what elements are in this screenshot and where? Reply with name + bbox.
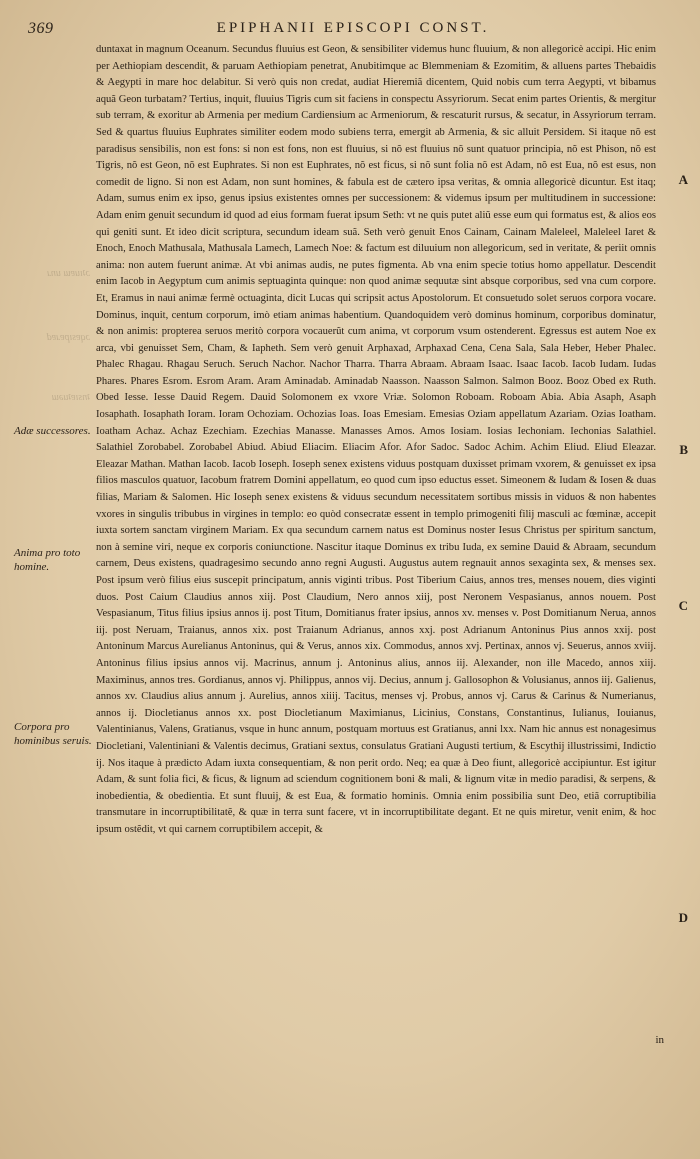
main-text-block	[96, 42, 656, 1072]
catchword: in	[655, 1034, 664, 1046]
page-header	[28, 20, 678, 42]
bleed-through-text: ɔʇıuɐɯ unɹ	[46, 268, 90, 279]
section-letter-a: A	[678, 172, 688, 187]
page-number: 369	[28, 20, 54, 37]
section-letter-d: D	[678, 910, 688, 925]
margin-note-anima-pro-toto-homine: Anima pro toto homine.	[14, 547, 81, 573]
bleed-through-text: ʇnsıɐʇuǝɯ	[51, 392, 90, 403]
section-letter-b: B	[679, 442, 688, 457]
body-paragraph: duntaxat in magnum Oceanum. Secundus fluuius est Geon, & sensibiliter videmus hunc fluuium, & non allegoricè accipi. Hic enim per Aethiopiam descendit, & paruam Aethiopiam penetrat, Anubitimque ac Blemmeniam & Ezomitim, & alluens partes Thebaidis & Aegypti in mare hoc delabitur. Si verò quis non credat, audiat Hieremiã dicentem, Quid nobis cum terra Aegypti, vt bibamus aquã Geon turbatam? Tertius, inquit, fluuius Tigris cum sit faciens in conspectu Assyriorum. Secat enim partes Orientis, & mergitur sub terram, & exoritur ab Armenia per medium Cardiensium ac Armeniorum, & rescaturit rursus, & secatur, in Assyriorum terram. Sed & quartus fluuius Euphrates similiter eodem modo subiens terra, emergit ab Armenia, & sic alluit Persidem. Si itaque nõ est paradisus sensibilis, non est fons: si non est fons, non est fluuius, si nõ est fluuius nõ sunt quatuor principia, nõ est Phison, nõ est Tigris, nõ est Geon, nõ est Euphrates. Si non est Euphrates, nõ est ficus, si nõ sunt folia nõ est Adam, nõ est Eua, nõ est esus, non comedit de ligno. Si non est Adam, non sunt homines, & fabula est de cætero ipsa veritas, & omnia allegoricè dicuntur. Est itaq; Adam, sumus enim ex ipso, genus ipsius existentes omnes per successionem: & videmus ipsum per multitudinem in successione: Adam enim genuit secundum id quod ad eius formam fuerat ipsum Seth: vt ne quis putet aliũ esse eum qui formatus est, & alios eos qui geniti sunt. Et ideo dicit scriptura, secundum ideam suã. Seth verò genuit Enos Cainam, Cainam Maleleel, Maleleel Iaret & Enoch, Enoch Mathusala, Mathusala Lamech, Lamech Noe: & factum est diluuium non allegoricum, sed in veritate, & periit omnis anima: non autem fuerunt animæ. At vbi animas audis, ne putes figmenta. Ab vna enim specie totius homo appellatur. Descendit enim Iacob in Aegyptum cum animis septuaginta quinque: non quod animæ sequutæ sint absque corporibus, sed vna cum corpore. Et, Eramus in naui animæ fermè octuaginta, dicit Lucas qui scripsit actus Apostolorum. Et consuetudo solet seruos corpora vocare. Dominus, inquit, centum corporum, imò etiam animas habentium. Quandoquidem verò dominus hominum, corporibus dominatur, & non animis: propterea seruos meritò corpora vocauerũt cum anima, vt corporum vsum ostenderent. Egressus est autem Noe ex arca, vbi genuisset Sem, Cham, & Iapheth. Sem verò genuit Arphaxad, Arphaxad Cena, Cena Sala, Sala Heber, Heber Phalec. Phalec Rhagau. Rhagau Seruch. Seruch Nachor. Nachor Tharra. Tharra Abraam. Abraam Isaac. Isaac Iacob. Iacob Iudam. Iudas Phares. Phares Esrom. Esrom Aram. Aram Aminadab. Aminadab Naasson. Naasson Salmon. Salmon Booz. Booz Obed ex Ruth. Obed Iesse. Iesse Dauid Regem. Dauid Solomonem ex vxore Vriæ. Solomon Roboam. Roboam Abia. Abia Asaph, Asaph Iosaphath. Iosaphath Ioram. Ioram Ochoziam. Ochozias Ioas. Ioas Emesiam. Emesias Oziam appellatum Azariam. Ozias Ioatham. Ioatham Achaz. Achaz Ezechiam. Ezechias Manasse. Manasses Amos. Amos Iosiam. Iosias Iechoniam. Iechonias Salathiel. Salathiel Zorobabel. Zorobabel Abiud. Abiud Eliacim. Eliacim Afor. Afor Sadoc. Sadoc Achim. Achim Eliud. Eliud Eleazar. Eleazar Mathan. Mathan Iacob. Iacob Ioseph. Ioseph senex existens viduus postquam duxisset primam vxorem, & genuisset ex ipsa filios masculos quatuor, Iacobum fratrem Domini appellatum, eo quod cum ipso eductus esset. Simeonem & Iudam & Iosen & duas filias, Mariam & Salomen. Hic Ioseph senex existens & viduus secundum necessitatem sortibus missis in viduos & non habentes vxores in singulis tribubus in virgines in templo: eo quòd consecratæ essent in templo primogeniti filij masculi ac fœminæ, accepit iuxta sortem sanctam virginem Mariam. Ex qua secundum carnem natus est Dominus noster Iesus Christus per spiritum sanctum, non à semine viri, neque ex corporis coniunctione. Nascitur itaque Dominus ex tribu Iuda, ex semine Dauid & Abraam, secundum carnem, Deus existens, quadragesimo secundo anno regni Augusti. Augustus autem regnauit annos sexaginta sex, & menses sex. Post ipsum verò filius eius suscepit principatum, annis viginti tribus. Post Tiberium Caius, annos tres, menses nouem, dies viginti duos. Post Caium Claudius annos xiij. Post Claudium, Nero annos xiij, post Neronem Vespasianus, annos nouem. Post Vespasianum, Titus filius ipsius annos ij. post Titum, Domitianus frater ipsius, annos xv. menses v. Post Domitianum Nerua, annos iij. post Neruam, Traianus, annos xix. post Traianum Adrianus, annos xxj. post Adrianum Antoninus Pius annos xxij. post Antoninum Marcus Aurelianus Antoninus, qui & Verus, annos xix. Commodus, annos xvj. Pertinax, annos vj. Seuerus, annos xviij. Antoninus filius ipsius annos vij. Macrinus, annum j. Antoninus alius, annos iij. Alexander, non ille Macedo, annos xiij. Maximinus, annos tres. Gordianus, annos vj. Philippus, annos vij. Decius, annum j. Gallosophon & Volusianus, annos iij. Galienus, annos xv. Claudius alius annum j. Aurelius, annos xiiij. Tacitus, menses vj. Probus, annos vj. Carus & Carinus & Numerianus, annos ij. Diocletianus annos xx. post Diocletianum Maximianus, Licinius, Constans, Constantinus, Iulianus, Iouianus, Valentinianus, Valens, Gratianus, vsque in hunc annum, postquam mortuus est Gratianus, anni lxx. Nam hic annus est nonagesimus Diocletiani, Valentiniani & Valentis decimus, Gratiani sextus, consulatus Gratiani Augusti tertium, & Escythij illustrissimi, Indictio ij. Nos itaque à prædicto Adam iuxta consequentiam, & non perit ordo. Neq; ea quæ à Deo fiunt, allegoricè accipiuntur. Est igitur Adam, & sunt folia fici, & ficus, & lignum ad sciendum cognitionem boni & mali, & lignum vitæ in medio paradisi, & serpens, & inobedientia, & obedientia. Et sunt fluuij, & est Eua, & formatio hominis. Omnia enim possibilia sunt Deo, etiã corruptibilia transmutare in incorruptibilitatẽ, & quæ in terra sunt facere, vt in incorruptibilitate degant. Et ne quis miretur, venit enim, & hoc ipsum ostẽdit, vt qui carnem corruptibilem accepit, &	[96, 44, 656, 835]
running-title: EPIPHANII EPISCOPI CONST.	[216, 20, 490, 36]
section-letter-c: C	[678, 598, 688, 613]
margin-note-corpora-pro-hominibus: Corpora pro hominibus seruis.	[14, 721, 92, 747]
bleed-through-text: ɔqɐsıpɐɹɐd	[46, 332, 90, 343]
margin-note-adae-successores: Adæ successores.	[14, 425, 91, 437]
